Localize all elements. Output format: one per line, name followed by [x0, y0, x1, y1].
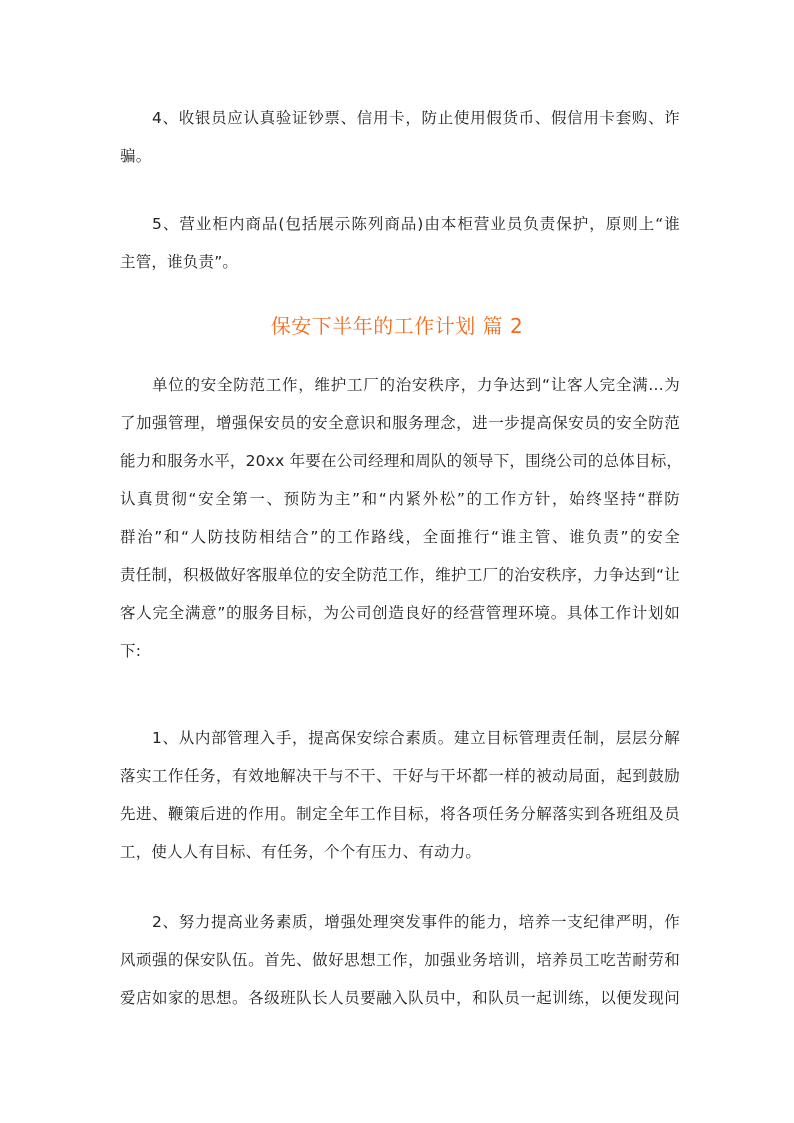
- text-line: 爱店如家的思想。各级班队长人员要融入队员中，和队员一起训练，以便发现问: [120, 989, 680, 1007]
- text-line: 主管，谁负责”。: [120, 253, 239, 271]
- text-line: 5、营业柜内商品(包括展示陈列商品)由本柜营业员负责保护，原则上“谁: [152, 215, 680, 233]
- text-line: 群治”和“人防技防相结合”的工作路线，全面推行“谁主管、谁负责”的安全: [120, 528, 680, 546]
- text-line: 客人完全满意”的服务目标，为公司创造良好的经营管理环境。具体工作计划如: [120, 604, 680, 622]
- text-line: 下:: [120, 642, 142, 660]
- text-line: 责任制，积极做好客服单位的安全防范工作，维护工厂的治安秩序，力争达到“让: [120, 566, 680, 584]
- text-line: 单位的安全防范工作，维护工厂的治安秩序，力争达到“让客人完全满...为: [152, 376, 680, 394]
- text-line: 先进、鞭策后进的作用。制定全年工作目标，将各项任务分解落实到各班组及员: [120, 805, 680, 823]
- text-line: 落实工作任务，有效地解决干与不干、干好与干坏都一样的被动局面，起到鼓励: [120, 767, 680, 785]
- text-line: 认真贯彻“安全第一、预防为主”和“内紧外松”的工作方针，始终坚持“群防: [120, 490, 680, 508]
- text-line: 工，使人人有目标、有任务，个个有压力、有动力。: [120, 843, 482, 861]
- text-line: 了加强管理，增强保安员的安全意识和服务理念，进一步提高保安员的安全防范: [120, 414, 680, 432]
- text-line: 能力和服务水平，20xx 年要在公司经理和周队的领导下，围绕公司的总体目标，: [120, 452, 683, 470]
- text-line: 骗。: [120, 147, 152, 165]
- text-line: 4、收银员应认真验证钞票、信用卡，防止使用假货币、假信用卡套购、诈: [152, 109, 680, 127]
- section-heading: 保安下半年的工作计划 篇 2: [270, 314, 524, 338]
- text-line: 1、从内部管理入手，提高保安综合素质。建立目标管理责任制，层层分解: [152, 729, 680, 747]
- text-line: 风顽强的保安队伍。首先、做好思想工作，加强业务培训，培养员工吃苦耐劳和: [120, 951, 680, 969]
- text-line: 2、努力提高业务素质，增强处理突发事件的能力，培养一支纪律严明，作: [152, 913, 680, 931]
